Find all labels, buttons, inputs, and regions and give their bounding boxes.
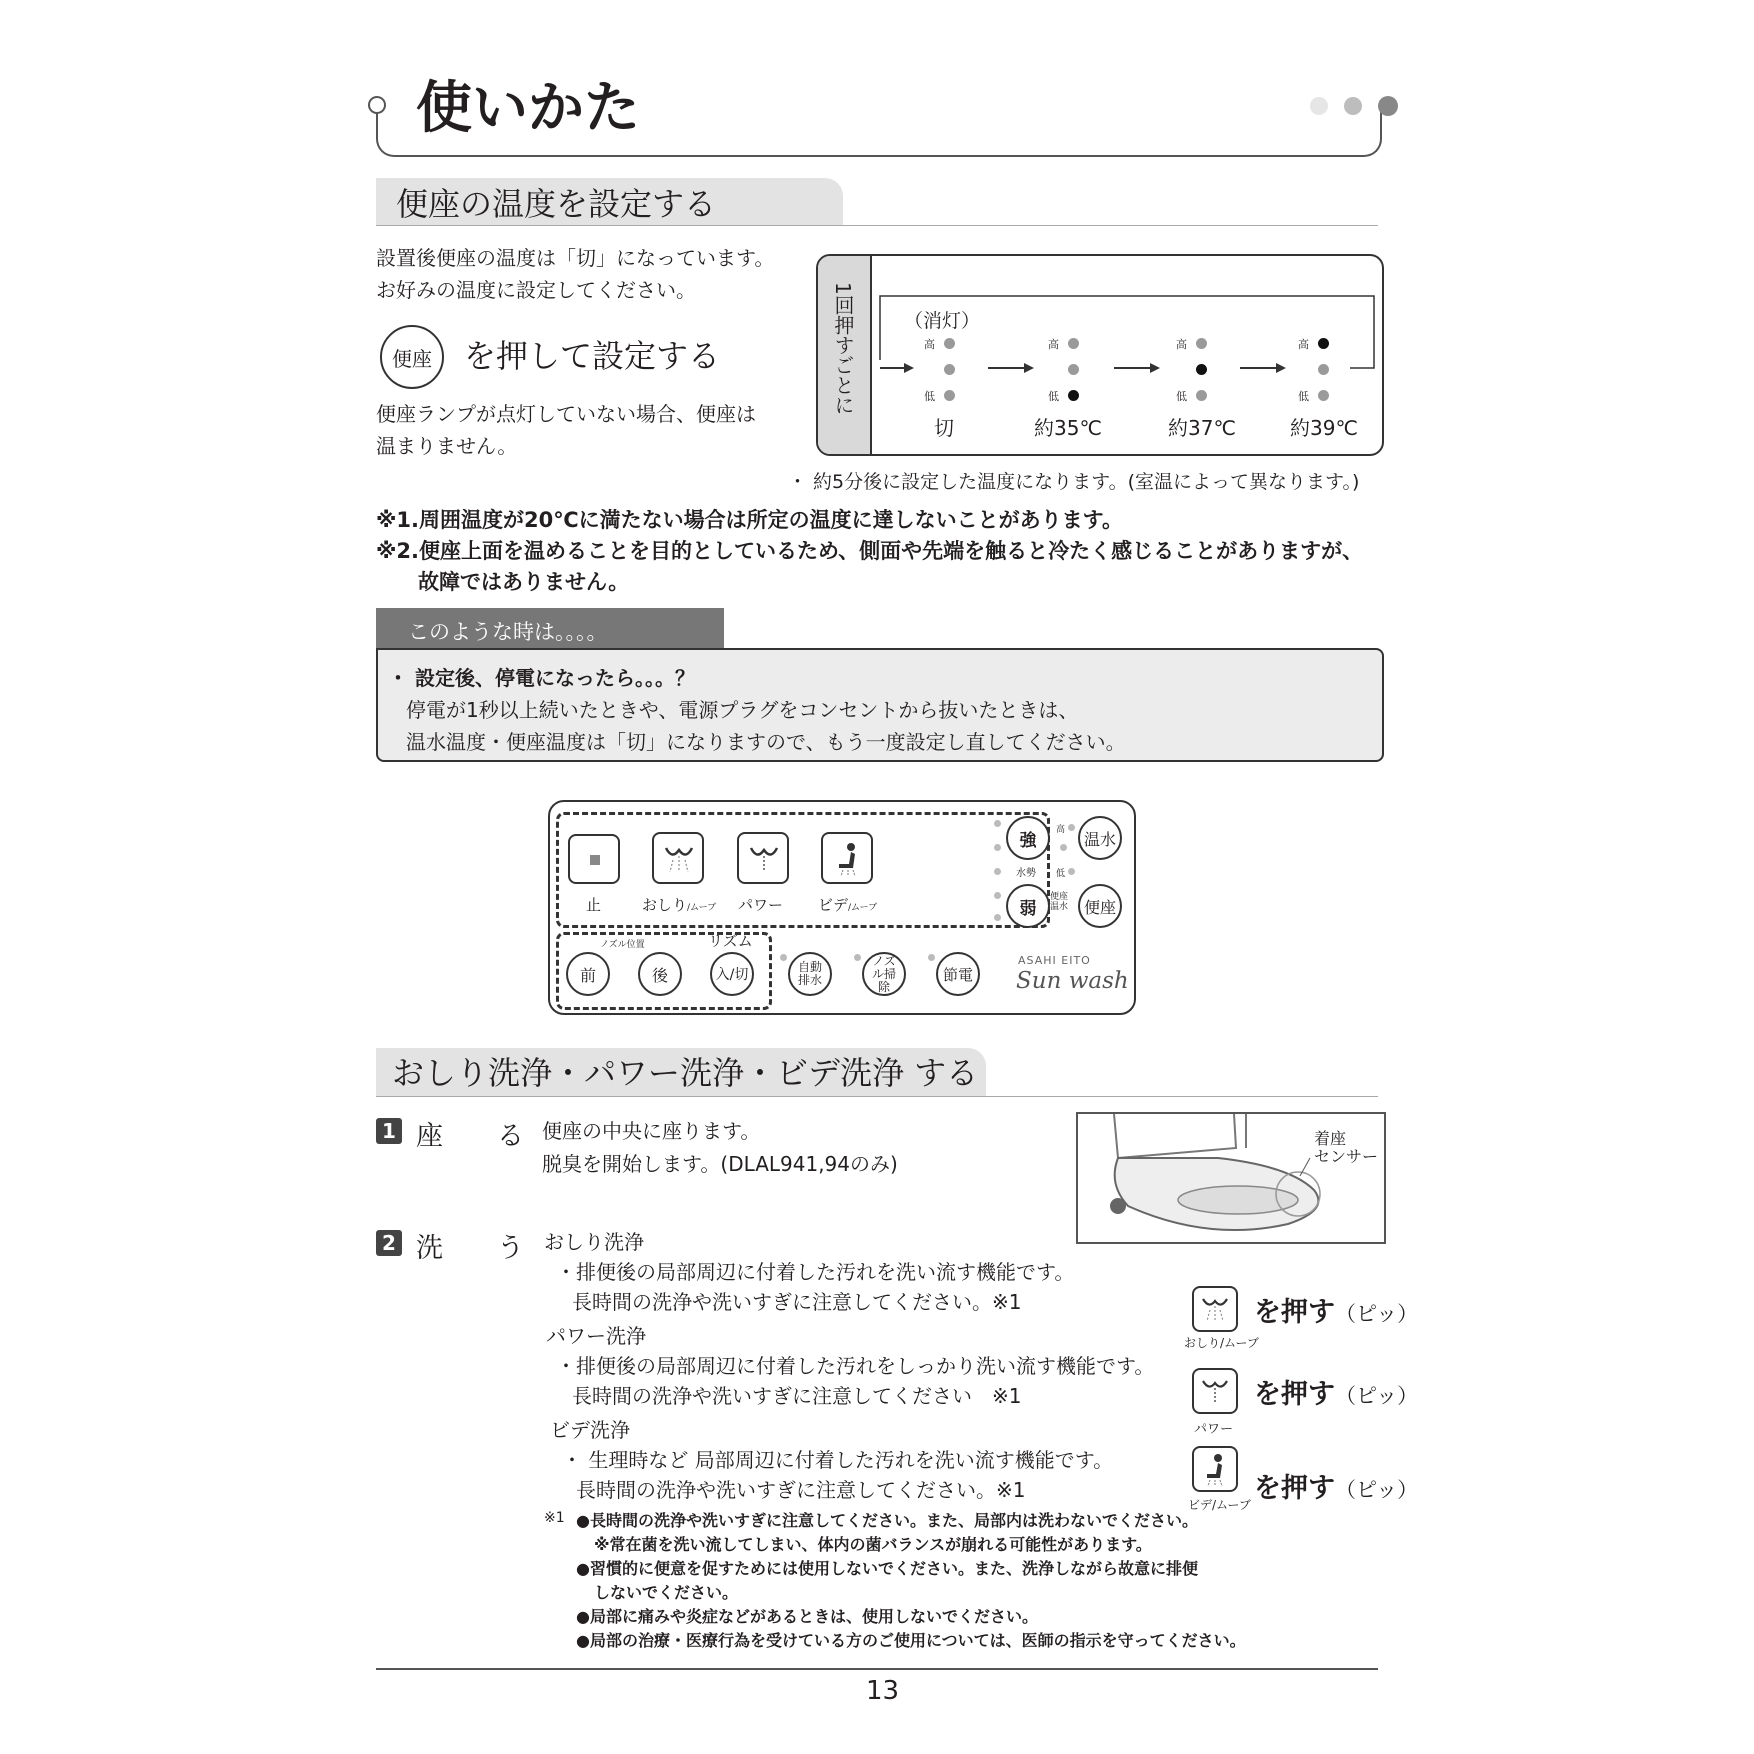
step-text: 脱臭を開始します。(DLAL941,94のみ) <box>542 1152 898 1176</box>
page-number: 13 <box>866 1676 900 1706</box>
warning-text: ※1.周囲温度が20℃に満たない場合は所定の温度に達しないことがあります。 <box>376 508 1123 532</box>
wash-title: パワー洗浄 <box>546 1324 646 1348</box>
notice-tab <box>376 608 724 648</box>
wash-spray-icon <box>1200 1294 1230 1324</box>
notice-tab-label: このような時は。。。。 <box>408 620 608 644</box>
wash-text: ・ 生理時など 局部周辺に付着した汚れを洗い流す機能です。 <box>562 1448 1114 1472</box>
oshiri-button-caption: おしり/ムーブ <box>1184 1336 1259 1350</box>
indicator-lamp <box>1318 338 1329 349</box>
warning-text: 故障ではありません。 <box>418 570 630 594</box>
caution-mark: ※1 <box>544 1510 565 1526</box>
notice-title: ・ 設定後、停電になったら。。。？ <box>388 666 695 690</box>
level-lamp <box>854 954 861 961</box>
indicator-lamp <box>944 338 955 349</box>
sensor-label: 着座 <box>1314 1129 1347 1148</box>
step-label: 約39℃ <box>1290 416 1358 440</box>
wash-text: 長時間の洗浄や洗いすぎに注意してください ※1 <box>572 1384 1022 1408</box>
indicator-lamp <box>1196 390 1207 401</box>
level-lamp <box>780 954 787 961</box>
wash-title: ビデ洗浄 <box>550 1418 630 1442</box>
note-text: 便座ランプが点灯していない場合、便座は <box>376 402 756 426</box>
intro-text: 設置後便座の温度は「切」になっています。 <box>376 246 775 270</box>
control-panel <box>548 800 1136 1015</box>
nozzle-clean-button[interactable] <box>862 952 906 996</box>
section-heading: おしり洗浄・パワー洗浄・ビデ洗浄 する <box>392 1054 979 1092</box>
low-label: 低 <box>1048 390 1059 403</box>
power-button-caption: パワー <box>1194 1422 1234 1437</box>
wash-spray-icon <box>662 842 696 876</box>
low-label: 低 <box>1176 390 1187 403</box>
diagram-footnote: ・ 約5分後に設定した温度になります。(室温によって異なります。) <box>788 471 1360 493</box>
press-instruction: を押して設定する <box>464 337 721 375</box>
level-lamp <box>1060 844 1067 851</box>
indicator-lamp <box>1318 390 1329 401</box>
temp-high-label: 高 <box>1056 825 1066 835</box>
press-label: を押す（ピッ） <box>1254 1297 1419 1328</box>
bidet-button-illustration <box>1192 1446 1238 1492</box>
level-lamp <box>1068 824 1075 831</box>
power-button-illustration <box>1192 1368 1238 1414</box>
title-ring-icon <box>368 96 386 114</box>
progress-dot-icon <box>1378 96 1398 116</box>
notice-text: 停電が1秒以上続いたときや、電源プラグをコンセントから抜いたときは、 <box>406 698 1079 722</box>
bidet-button-caption: ビデ/ムーブ <box>1188 1498 1251 1512</box>
oshiri-button-illustration <box>1192 1286 1238 1332</box>
nozzle-clean-label: ノズル掃除 <box>871 953 896 994</box>
level-lamp <box>1068 868 1075 875</box>
off-label: （消灯） <box>904 310 981 332</box>
level-lamp <box>994 868 1001 875</box>
note-text: 温まりません。 <box>376 434 518 458</box>
section-heading-rule <box>376 225 1378 226</box>
low-label: 低 <box>924 390 935 403</box>
caution-text: ※常在菌を洗い流してしまい、体内の菌バランスが崩れる可能性があります。 <box>594 1535 1152 1554</box>
page-title: 使いかた <box>410 74 646 144</box>
rhythm-label: リズム <box>708 932 753 950</box>
toilet-illustration <box>1076 1112 1386 1244</box>
wash-title: おしり洗浄 <box>544 1230 644 1254</box>
level-lamp <box>994 820 1001 827</box>
power-save-button[interactable]: 節電 <box>936 952 980 996</box>
wash-text: ・排便後の局部周辺に付着した汚れをしっかり洗い流す機能です。 <box>556 1354 1155 1378</box>
step-label: 約37℃ <box>1168 416 1236 440</box>
oshiri-label: おしり/ムーブ <box>642 896 717 914</box>
step-title: 座 る <box>416 1121 524 1152</box>
wash-text: ・排便後の局部周辺に付着した汚れを洗い流す機能です。 <box>556 1260 1075 1284</box>
brand-top: ASAHI EITO <box>1018 954 1091 967</box>
notice-box <box>376 648 1384 762</box>
caution-text: ●局部に痛みや炎症などがあるときは、使用しないでください。 <box>576 1607 1038 1626</box>
progress-dot-icon <box>1344 97 1362 115</box>
seat-button-label: 便座 <box>392 346 432 371</box>
level-lamp <box>994 914 1001 921</box>
wash-text: 長時間の洗浄や洗いすぎに注意してください。※1 <box>572 1290 1022 1314</box>
water-force-label: 水勢 <box>1016 868 1036 879</box>
temperature-diagram <box>816 254 1384 456</box>
indicator-lamp <box>1196 338 1207 349</box>
indicator-lamp <box>1068 390 1079 401</box>
press-label: を押す（ピッ） <box>1254 1473 1419 1504</box>
section-heading: 便座の温度を設定する <box>396 185 717 223</box>
footer-rule <box>376 1668 1378 1670</box>
press-label: を押す（ピッ） <box>1254 1379 1419 1410</box>
caution-text: ●局部の治療・医療行為を受けている方のご使用については、医師の指示を守ってください。 <box>576 1631 1246 1650</box>
strong-button[interactable]: 強 <box>1006 816 1050 860</box>
indicator-lamp <box>1068 338 1079 349</box>
indicator-lamp <box>1318 364 1329 375</box>
diagram-side-label: 1回押すごとに <box>831 282 855 415</box>
bidet-icon <box>1200 1452 1230 1488</box>
intro-text: お好みの温度に設定してください。 <box>376 278 696 302</box>
caution-text: しないでください。 <box>594 1583 739 1602</box>
warning-text: ※2.便座上面を温めることを目的としているため、側面や先端を触ると冷たく感じることがありますが、 <box>376 539 1364 563</box>
auto-drain-label: 自動排水 <box>797 960 822 987</box>
level-lamp <box>994 892 1001 899</box>
seat-temp-label: 便座 温水 <box>1050 892 1069 912</box>
high-label: 高 <box>924 338 935 351</box>
auto-drain-button[interactable] <box>788 952 832 996</box>
high-label: 高 <box>1048 338 1059 351</box>
bidet-button[interactable] <box>821 832 873 884</box>
nozzle-position-label: ノズル位置 <box>600 940 645 950</box>
step-label: 約35℃ <box>1034 416 1102 440</box>
notice-text: 温水温度・便座温度は「切」になりますので、もう一度設定し直してください。 <box>406 730 1126 754</box>
rhythm-onoff-button[interactable]: 入/切 <box>710 952 754 996</box>
temp-low-label: 低 <box>1056 869 1066 879</box>
progress-dot-icon <box>1310 97 1328 115</box>
seat-button-icon <box>380 325 444 389</box>
stop-icon <box>590 855 600 865</box>
step-label: 切 <box>934 416 954 440</box>
power-button[interactable] <box>737 832 789 884</box>
caution-text: ●長時間の洗浄や洗いすぎに注意してください。また、局部内は洗わないでください。 <box>576 1511 1198 1530</box>
seat-button[interactable]: 便座 <box>1078 884 1122 928</box>
weak-button[interactable]: 弱 <box>1006 884 1050 928</box>
sensor-label: センサー <box>1314 1147 1379 1166</box>
section-heading-rule <box>376 1096 1378 1097</box>
level-lamp <box>928 954 935 961</box>
power-label: パワー <box>738 896 784 914</box>
level-lamp <box>994 844 1001 851</box>
wash-spray-icon <box>747 842 781 876</box>
back-button[interactable]: 後 <box>638 952 682 996</box>
stop-button[interactable] <box>568 834 620 884</box>
wash-text: 長時間の洗浄や洗いすぎに注意してください。※1 <box>576 1478 1026 1502</box>
front-button[interactable]: 前 <box>566 952 610 996</box>
step-number-badge: 2 <box>376 1230 402 1256</box>
indicator-lamp <box>1068 364 1079 375</box>
high-label: 高 <box>1298 338 1309 351</box>
stop-label: 止 <box>586 896 602 914</box>
step-title: 洗 う <box>416 1233 524 1264</box>
indicator-lamp <box>944 390 955 401</box>
low-label: 低 <box>1298 390 1309 403</box>
caution-text: ●習慣的に便意を促すためには使用しないでください。また、洗浄しながら故意に排便 <box>576 1559 1198 1578</box>
bidet-label: ビデ/ムーブ <box>818 896 878 914</box>
wash-group-frame <box>556 812 1050 928</box>
brand-logo: Sun wash <box>1016 968 1129 994</box>
step-number-badge: 1 <box>376 1118 402 1144</box>
step-text: 便座の中央に座ります。 <box>542 1119 761 1143</box>
warm-water-button[interactable]: 温水 <box>1078 816 1122 860</box>
bidet-icon <box>831 840 865 878</box>
wash-spray-icon <box>1200 1376 1230 1406</box>
indicator-lamp <box>944 364 955 375</box>
indicator-lamp <box>1196 364 1207 375</box>
high-label: 高 <box>1176 338 1187 351</box>
oshiri-button[interactable] <box>652 832 704 884</box>
